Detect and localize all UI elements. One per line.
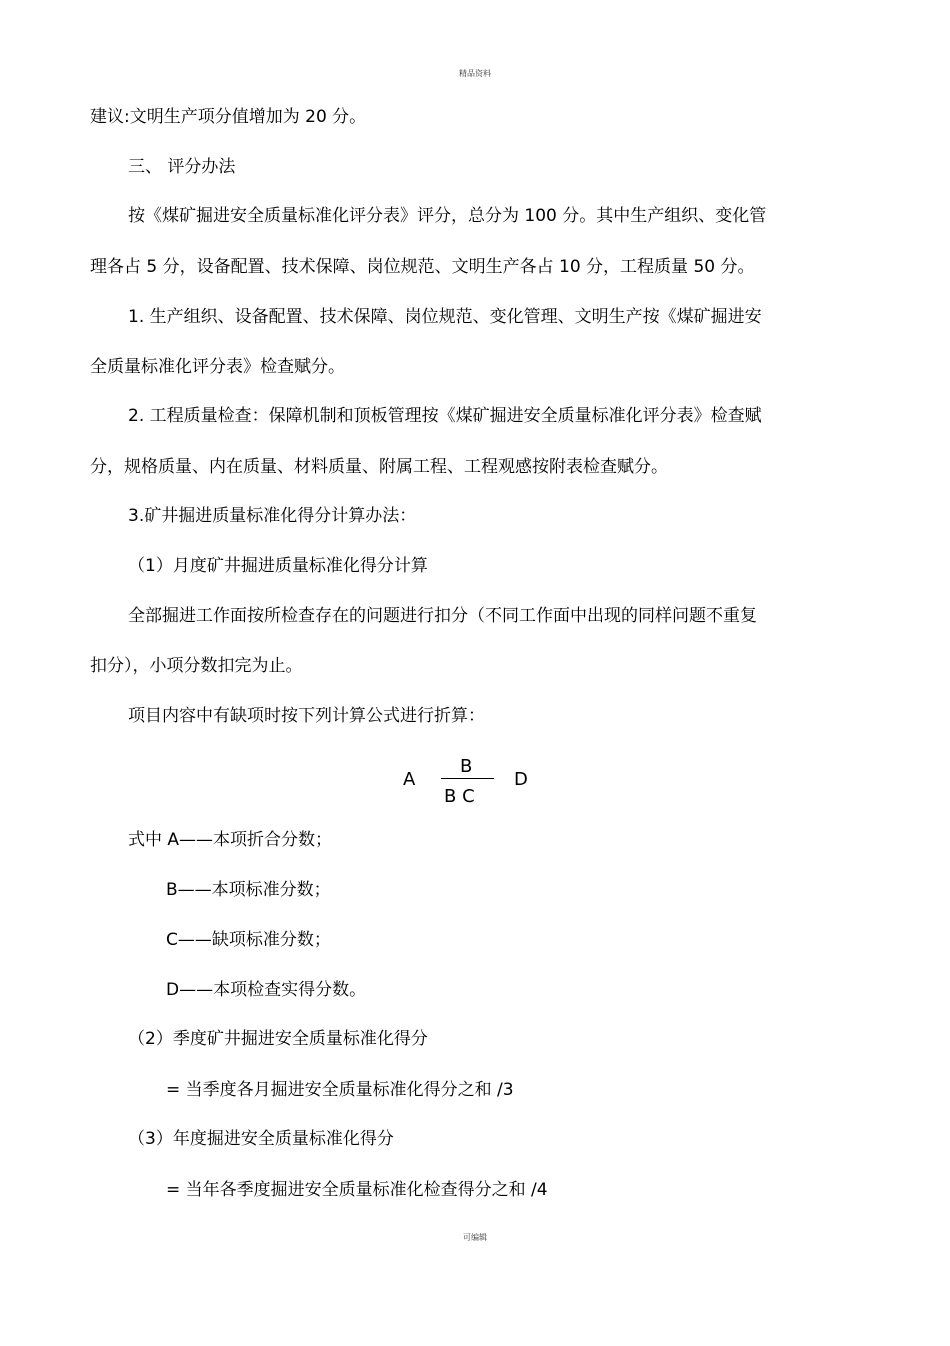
formula-numerator: B xyxy=(460,756,473,777)
header-note: 精品资料 xyxy=(459,69,491,78)
formula-denominator: B C xyxy=(444,786,475,807)
section-heading: 三、 评分办法 xyxy=(128,157,236,177)
paragraph-line: 扣分），小项分数扣完为止。 xyxy=(90,656,303,676)
formula-left: A xyxy=(403,769,416,790)
paragraph-line: 分，规格质量、内在质量、材料质量、附属工程、工程观感按附表检查赋分。 xyxy=(90,457,668,477)
definition-line: 式中 A——本项折合分数； xyxy=(128,830,333,850)
definition-line: D——本项检查实得分数。 xyxy=(166,980,367,1000)
paragraph-line: 全质量标准化评分表》检查赋分。 xyxy=(90,357,345,377)
paragraph-line: （1）月度矿井掘进质量标准化得分计算 xyxy=(128,556,428,576)
paragraph-line: 1. 生产组织、设备配置、技术保障、岗位规范、变化管理、文明生产按《煤矿掘进安 xyxy=(128,307,762,327)
paragraph-line: 按《煤矿掘进安全质量标准化评分表》评分，总分为 100 分。其中生产组织、变化管 xyxy=(128,206,767,226)
formula-right: D xyxy=(514,769,528,790)
paragraph-line: 2. 工程质量检查：保障机制和顶板管理按《煤矿掘进安全质量标准化评分表》检查赋 xyxy=(128,406,762,426)
fraction-bar xyxy=(441,778,494,779)
paragraph-line: 建议:文明生产项分值增加为 20 分。 xyxy=(90,107,367,127)
definition-line: C——缺项标准分数； xyxy=(166,930,331,950)
formula-line: = 当季度各月掘进安全质量标准化得分之和 /3 xyxy=(166,1080,514,1100)
paragraph-line: 全部掘进工作面按所检查存在的问题进行扣分（不同工作面中出现的同样问题不重复 xyxy=(128,606,757,626)
paragraph-line: 理各占 5 分，设备配置、技术保障、岗位规范、文明生产各占 10 分，工程质量 50 分。 xyxy=(90,257,755,277)
section-line: （3）年度掘进安全质量标准化得分 xyxy=(128,1129,394,1149)
footer-note: 可编辑 xyxy=(463,1233,487,1242)
paragraph-line: 3.矿井掘进质量标准化得分计算办法： xyxy=(128,506,417,526)
section-line: （2）季度矿井掘进安全质量标准化得分 xyxy=(128,1029,428,1049)
paragraph-line: 项目内容中有缺项时按下列计算公式进行折算： xyxy=(128,706,485,726)
formula-line: = 当年各季度掘进安全质量标准化检查得分之和 /4 xyxy=(166,1180,548,1200)
definition-line: B——本项标准分数； xyxy=(166,880,331,900)
